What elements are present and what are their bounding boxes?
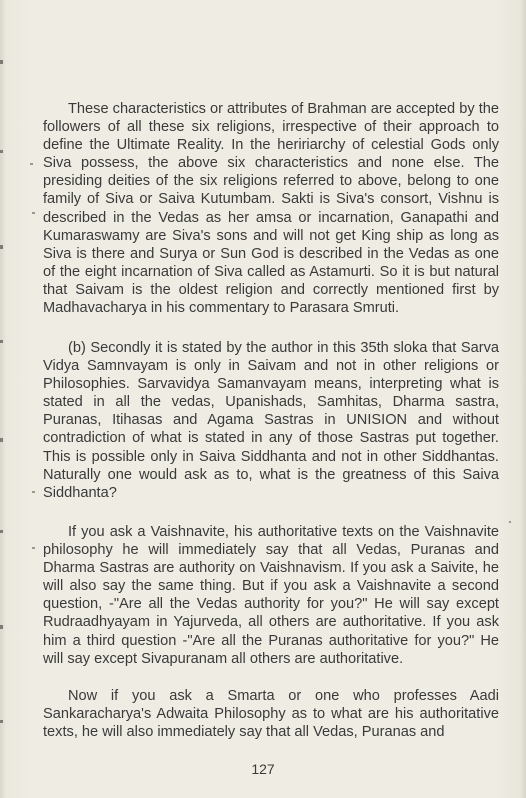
spine-mark <box>0 150 3 153</box>
paper-speck <box>30 163 33 165</box>
paper-speck <box>32 547 35 549</box>
spine-mark <box>0 625 3 629</box>
spine-mark <box>0 60 3 64</box>
paper-speck <box>32 212 35 214</box>
spine-mark <box>0 720 3 723</box>
spine-mark <box>0 438 3 442</box>
paragraph-smarta-adwaita: Now if you ask a Smarta or one who professes Aadi Sankaracharya's Adwaita Philosophy as to what are his authoritative texts, he will also immediately say that all Vedas, Puranas and <box>43 688 499 741</box>
spine-mark <box>0 340 3 343</box>
spine-mark <box>0 530 3 533</box>
page-number: 127 <box>251 761 275 777</box>
paragraph-brahman-attributes: These characteristics or attributes of Brahman are accepted by the followers of all these six religions, irrespective of their approach to define the Ultimate Reality. In the heririarchy of celestial Gods only Siva possess, the above six characteristics and none else. The presiding deities of the six religions referred to above, belong to one family of Siva or Saiva Kutumbam. Sakti is Siva's consort, Vishnu is described in the Vedas as her amsa or incarnation, Ganapathi and Kumaraswamy are Siva's sons and will not get King ship as long as Siva is there and Surya or Sun God is described in the Vedas as one of the eight incarnation of Siva called as Astamurti. So it is but natural that Saivam is the oldest religion and correctly mentioned first by Madhavacharya in his commentary to Parasara Smruti. <box>43 101 499 317</box>
spine-mark <box>0 245 3 249</box>
paragraph-vaishnavite-authority: If you ask a Vaishnavite, his authoritative texts on the Vaishnavite philosophy he will immediately say that all Vedas, Puranas and Dharma Sastras are authority on Vaishnavism. If you ask a Saivite, he will also say the same thing. But if you ask a Vaishnavite a second question, -"Are all the Vedas authority for you?" He will say except Rudraadhyayam in Yajurveda, all others are authoritative. If you ask him a third question -"Are all the Puranas authoritative for you?" He will say except Sivapuranam all others are authoritative. <box>43 524 499 667</box>
paper-speck <box>32 491 35 493</box>
paragraph-sarva-vidya-samanvayam: (b) Secondly it is stated by the author in this 35th sloka that Sarva Vidya Samnvayam is only in Saivam and not in other religions or Philosophies. Sarvavidya Samanvayam means, interpreting what is stated in all the vedas, Upanishads, Samhitas, Dharma sastra, Puranas, Itihasas and Agama Sastras in UNISION and without contradiction of what is stated in any of those Sastras put together. This is possible only in Saiva Siddhanta and not in other Siddhantas. Naturally one would ask as to, what is the greatness of this Saiva Siddhanta? <box>43 340 499 501</box>
paper-speck <box>509 521 511 523</box>
